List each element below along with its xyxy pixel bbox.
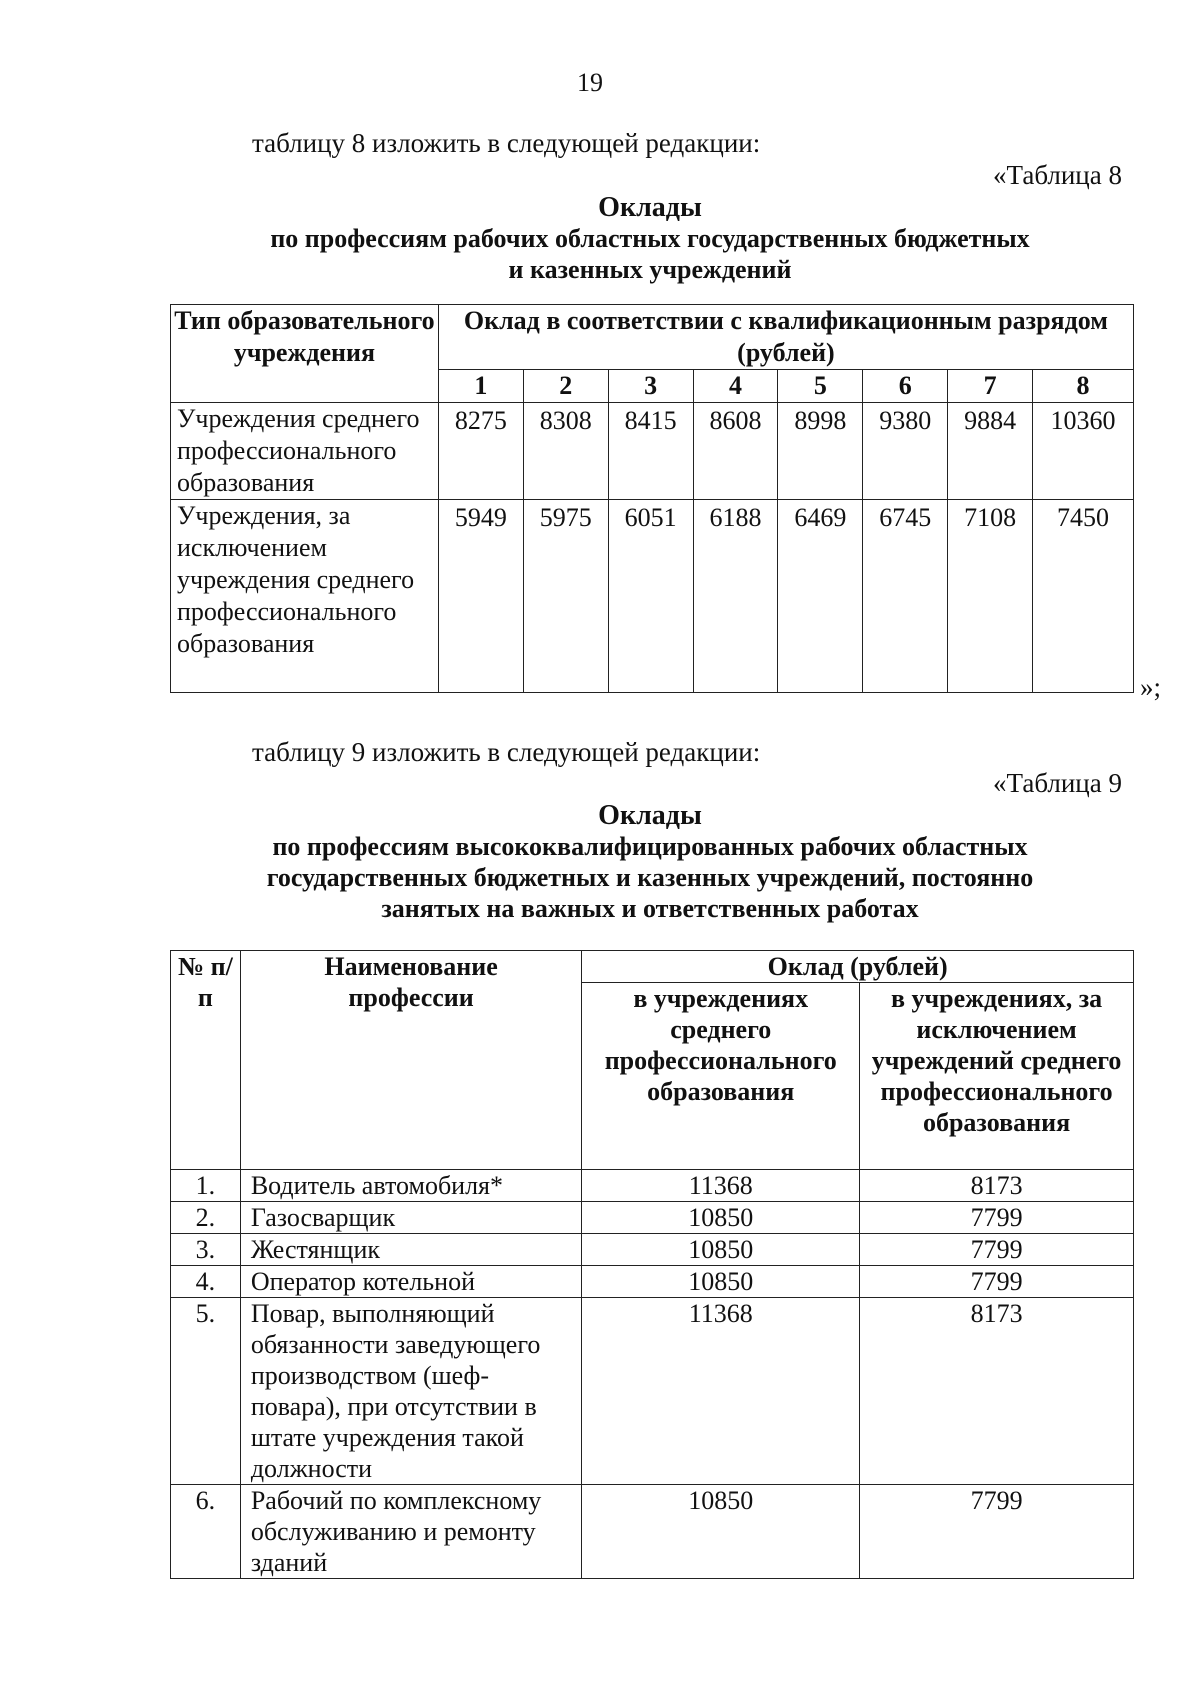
table9-row-name: Газосварщик [240, 1202, 582, 1234]
table8-cell: 8998 [778, 403, 863, 500]
table9-row-name: Рабочий по комплексному обслуживанию и ремонту зданий [240, 1485, 582, 1579]
table9-header-num: № п/п [171, 951, 241, 1170]
table8 [170, 304, 1134, 693]
table8-cell: 9884 [948, 403, 1033, 500]
table9-row-num: 2. [171, 1202, 241, 1234]
table8-grade: 6 [863, 370, 948, 403]
table8-cell: 6745 [863, 500, 948, 693]
table8-cell: 6188 [693, 500, 778, 693]
table8-closing-quote: »; [1140, 672, 1162, 702]
table9-row-name: Жестянщик [240, 1234, 582, 1266]
table8-intro: таблицу 8 изложить в следующей редакции: [252, 128, 761, 158]
table8-cell: 6051 [608, 500, 693, 693]
table9-row-spo: 10850 [582, 1234, 860, 1266]
table9-row-spo: 11368 [582, 1170, 860, 1202]
table8-reference: «Таблица 8 [993, 160, 1122, 190]
table9-row-name: Водитель автомобиля* [240, 1170, 582, 1202]
table8-grade: 4 [693, 370, 778, 403]
table-row [171, 500, 1134, 693]
table9-intro: таблицу 9 изложить в следующей редакции: [252, 737, 761, 767]
table9-reference: «Таблица 9 [993, 768, 1122, 798]
page-number: 19 [577, 68, 603, 97]
table9-row-spo: 10850 [582, 1485, 860, 1579]
table9-row-other: 8173 [860, 1170, 1134, 1202]
table-row [171, 1170, 1134, 1202]
table8-cell: 7108 [948, 500, 1033, 693]
table8-row-type: Учреждения среднего профессионального образования [171, 403, 439, 500]
table8-cell: 8608 [693, 403, 778, 500]
table9-row-num: 1. [171, 1170, 241, 1202]
table9-header-spo: в учреждениях среднего профессионального образования [582, 983, 860, 1170]
table8-title: Оклады [598, 192, 702, 223]
table9-row-num: 6. [171, 1485, 241, 1579]
table8-cell: 6469 [778, 500, 863, 693]
table9-row-num: 3. [171, 1234, 241, 1266]
table9-subtitle-line2: государственных бюджетных и казенных учреждений, постоянно [266, 863, 1034, 892]
table9-row-spo: 11368 [582, 1298, 860, 1485]
table8-header-type: Тип образовательного учреждения [171, 305, 439, 403]
table9-row-name: Повар, выполняющий обязанности заведующего производством (шеф-повара), при отсутствии в штате учреждения такой должности [240, 1298, 582, 1485]
table-row [171, 403, 1134, 500]
table8-subtitle-line2: и казенных учреждений [508, 255, 792, 284]
table9-header-other: в учреждениях, за исключением учреждений среднего профессионального образования [860, 983, 1134, 1170]
table8-cell: 8415 [608, 403, 693, 500]
table-row [171, 1298, 1134, 1485]
table8-row-type: Учреждения, за исключением учреждения среднего профессионального образования [171, 500, 439, 693]
table8-cell: 5949 [438, 500, 523, 693]
table8-subtitle-line1: по профессиям рабочих областных государственных бюджетных [270, 224, 1030, 253]
table8-header-salary: Оклад в соответствии с квалификационным разрядом (рублей) [438, 305, 1133, 370]
table8-grade: 1 [438, 370, 523, 403]
table8-grade: 8 [1033, 370, 1134, 403]
table8-grade: 3 [608, 370, 693, 403]
table9 [170, 950, 1134, 1579]
table9-row-other: 7799 [860, 1234, 1134, 1266]
table9-row-other: 7799 [860, 1202, 1134, 1234]
table-row [171, 1266, 1134, 1298]
table9-row-spo: 10850 [582, 1202, 860, 1234]
table-row [171, 1202, 1134, 1234]
table9-header-salary: Оклад (рублей) [582, 951, 1134, 983]
table9-subtitle-line3: занятых на важных и ответственных работах [381, 894, 919, 923]
table9-row-name: Оператор котельной [240, 1266, 582, 1298]
table8-cell: 8275 [438, 403, 523, 500]
table9-heading [150, 800, 1150, 924]
table8-grade: 5 [778, 370, 863, 403]
table8-cell: 10360 [1033, 403, 1134, 500]
table8-cell: 9380 [863, 403, 948, 500]
table9-subtitle-line1: по профессиям высококвалифицированных рабочих областных [272, 832, 1028, 861]
table8-cell: 5975 [523, 500, 608, 693]
table-row [171, 1234, 1134, 1266]
table9-row-other: 8173 [860, 1298, 1134, 1485]
table9-row-num: 4. [171, 1266, 241, 1298]
table9-row-other: 7799 [860, 1485, 1134, 1579]
table8-grade: 2 [523, 370, 608, 403]
table8-heading [150, 192, 1150, 285]
table9-row-num: 5. [171, 1298, 241, 1485]
table9-title: Оклады [598, 800, 702, 831]
table9-row-other: 7799 [860, 1266, 1134, 1298]
table9-header-name: Наименование профессии [240, 951, 582, 1170]
table9-row-spo: 10850 [582, 1266, 860, 1298]
table-row [171, 1485, 1134, 1579]
table8-cell: 8308 [523, 403, 608, 500]
table8-grade: 7 [948, 370, 1033, 403]
table8-cell: 7450 [1033, 500, 1134, 693]
